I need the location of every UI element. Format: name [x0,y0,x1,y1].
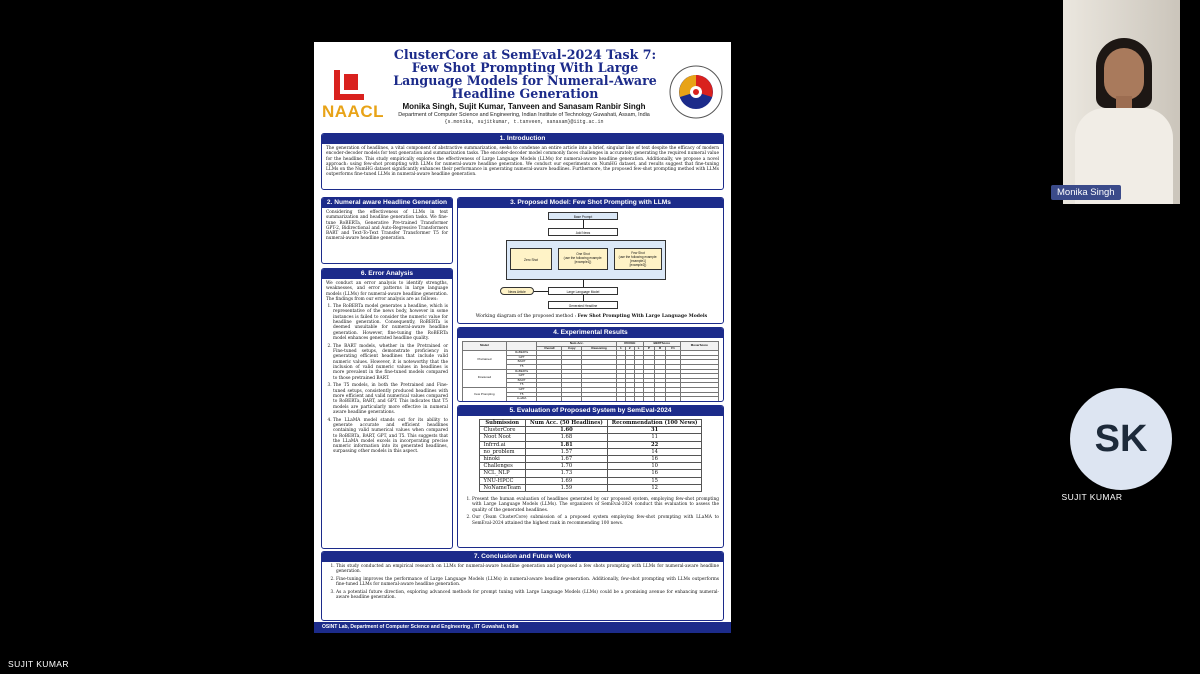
model-name: T5 [506,364,537,369]
conclusion-list [322,562,723,605]
conclusion-item: 1. This study conducted an empirical research on LLMs for numeral-aware headline generation and proposed a few shots prompting with LLMs for numeral-aware headline generation. [336,564,719,575]
eval-col-num-acc: Num Acc. (50 Headlines) [525,420,607,427]
eval-cell: 1.73 [525,470,607,477]
box-llm: Large Language Model [548,287,618,295]
model-name: BART [506,378,537,383]
shared-screen-poster [314,42,731,633]
eval-cell: 1.68 [525,434,607,441]
proposed-diagram [458,208,724,313]
section-heading: 4. Experimental Results [458,328,723,338]
eval-cell: Challenges [479,463,525,470]
eval-cell: 1.59 [525,484,607,491]
section-heading: 6. Error Analysis [322,269,452,279]
model-name: LLaMA [506,397,537,402]
participant-avatar-name: SUJIT KUMAR [1061,492,1123,502]
sub-rouge-l: L [634,346,643,351]
section-body: The generation of headlines, a vital component of abstractive summarization, seeks to condense an entire article into a brief, singular line of text despite the efficacy of modern encoder-decoder models for text generation and summarization tasks. The encoder-decoder model commonly faces challenges in accurately generating the required numeral value for the headline. This study empirically explores the effectiveness of Large Language Models (LLMs) for numeral-aware headline generation. Additionally, we propose a novel approach: using few-shot prompting with LLMs for numeral-aware headline generation. We conduct our experiments on NumHG dataset, and results suggest that fine-tuning LLMs on the NumHG dataset significantly enhances their performance in generating numeral-aware headlines. Furthermore, the proposed few-shot prompting method with LLMs outperforms fine-tuned LLMs in numeral-aware headline generation. [326,146,719,178]
results-table-wrap [458,338,723,402]
group-label: Few Prompting [463,387,507,401]
sub-f1: F1 [666,346,680,351]
sub-overall: Overall [537,346,562,351]
col-num-acc: Num Acc. [537,342,617,347]
eval-col-recommendation: Recommendation (100 News) [607,420,702,427]
caption-bold: Few Shot Prompting With Large Language Models [577,314,708,319]
col-moverscore: MoverScore [680,342,718,351]
eval-cell: hinoki [479,456,525,463]
table-row [479,448,702,455]
model-name: RoBERTa [506,369,537,374]
col-bertscore: BERTScore [643,342,680,347]
poster-header [314,42,731,134]
table-row [479,470,702,477]
eval-cell: Infrrd.ai [479,441,525,448]
table-row [479,484,702,491]
section-error-analysis [321,268,453,549]
col-model: Model [463,342,507,351]
error-item: 4. The LLaMA model stands out for its ability to generate accurate and efficient headlines containing valid numerical values when compared to RoBERTa, BART, GPT, and T5. This suggests that the LLaMA model excels in incorporating precise numeric information into its generated headlines, surpassing other models in this aspect. [333,418,448,455]
error-list [326,304,448,455]
sub-reasoning: Reasoning [582,346,617,351]
section-body [322,279,452,459]
col-rouge: ROUGE [616,342,643,347]
eval-cell: 22 [607,441,702,448]
section-heading: 7. Conclusion and Future Work [322,552,723,562]
eval-cell: NCL_NLP [479,470,525,477]
eval-cell: 1.81 [525,441,607,448]
poster-title: ClusterCore at SemEval-2024 Task 7: Few Shot Prompting With Large Language Models for Numeral-Aware Headline Generation [393,47,657,101]
section-experimental-results [457,327,724,402]
box-generated-headline: Generated Headline [548,301,618,309]
arrow [534,291,548,292]
table-row [479,434,702,441]
sub-r: R [654,346,665,351]
sub-rouge-2: 2 [625,346,634,351]
group-label: Pretrained [463,351,507,369]
model-name: GPT [506,387,537,392]
participant-name-tag: Monika Singh [1051,185,1121,200]
eval-cell: 31 [607,427,702,434]
eval-cell: 15 [607,477,702,484]
conclusion-item: 3. As a potential future direction, exploring advanced methods for prompt tuning with Large Language Models (LLMs) could be a promising avenue for enhancing numeral-aware headline generation. [336,590,719,601]
eval-cell: 1.67 [525,456,607,463]
section-proposed-model [457,197,724,324]
eval-col-submission: Submission [479,420,525,427]
model-name: RoBERTa [506,351,537,356]
group-label: Finetuned [463,369,507,387]
table-row [479,427,702,434]
video-person-face [1104,48,1144,100]
eval-cell: 1.60 [525,427,607,434]
box-base-prompt: Base Prompt [548,212,618,220]
section-introduction [321,133,724,190]
poster-affiliation: Department of Computer Science and Engineering, Indian Institute of Technology Guwahati, Assam, India [398,112,650,118]
section-evaluation [457,405,724,548]
table-row [479,477,702,484]
eval-cell: 16 [607,456,702,463]
eval-cell: 1.57 [525,448,607,455]
poster-emails: {s.monika, sujitkumar, t.tanveen, sanasam}@iitg.ac.in [444,119,604,125]
conclusion-item: 2. Fine-tuning improves the performance of Large Language Models (LLMs) in numeral-aware headline generation. Additionally, few-shot prompting with LLMs outperforms fine-tuned LLMs for numeral-aware headline generation. [336,577,719,588]
error-item: 3. The T5 models, in both the Pretrained and Fine-tuned setups, consistently produced headlines with more efficient and valid numerical values compared to RoBERTa, BART, and GPT. This indicates that T5 models are particularly more effective in numeral aware headline generations. [333,383,448,415]
naacl-logo-mark [334,70,364,100]
table-row [479,441,702,448]
box-zero-shot: Zero Shot [510,248,552,270]
eval-cell: ClusterCore [479,427,525,434]
caption-plain: Working diagram of the proposed method : [475,314,578,319]
eval-cell: 14 [607,448,702,455]
iitg-logo [668,64,724,120]
section-body: Considering the effectiveness of LLMs in text summarization and headline generation tasks. We fine-tune RoBERTa, Generative Pre-trained Transformer GPT-2, Bidirectional and Auto-Regressive Transformers BART and Text-To-Text Transfer Transformer T5 for numeral-aware headline generation. [326,210,448,242]
eval-cell: 1.69 [525,477,607,484]
evaluation-point: 2. Our (Team ClusterCore) submission of a proposed system employing few-shot prompting with LLaMA to SemEval-2024 attained the highest rank in recommending 100 news. [472,515,719,526]
model-name: T5 [506,383,537,388]
naacl-logo-text: NAACL [322,102,384,121]
eval-cell: NoNameTeam [479,484,525,491]
model-name: GPT [506,374,537,379]
section-heading: 3. Proposed Model: Few Shot Prompting with LLMs [458,198,723,208]
section-heading: 1. Introduction [322,134,723,144]
results-table [462,341,719,402]
section-heading: 2. Numeral aware Headline Generation [322,198,452,208]
sub-copy: Copy [562,346,582,351]
poster-authors: Monika Singh, Sujit Kumar, Tanveen and Sanasam Ranbir Singh [402,102,646,111]
eval-cell: 11 [607,434,702,441]
poster-footer: OSINT Lab, Department of Computer Science and Engineering , IIT Guwahati, India [314,622,731,633]
error-item: 2. The BART models, whether in the Pretrained or Fine-tuned setups, demonstrate proficiency in generating efficient headlines that include valid numeric values. However, it is noteworthy that the inclusion of valid numeric values in headlines is more prevalent in the fine-tuned models compared to those pretrained BART. [333,344,448,381]
model-name: GPT [506,355,537,360]
participant-video-tile[interactable] [1063,0,1180,204]
box-add-news: Add News [548,228,618,236]
arrow [583,280,584,287]
eval-cell: 10 [607,463,702,470]
naacl-logo [322,68,384,128]
model-name: BART [506,360,537,365]
arrow [583,220,584,228]
table-row [479,463,702,470]
eval-cell: 1.70 [525,463,607,470]
active-speaker-label: SUJIT KUMAR [8,659,69,669]
proposed-caption [458,314,724,319]
eval-cell: Noot Noot [479,434,525,441]
model-name: T5 [506,392,537,397]
evaluation-point: 1. Present the human evaluation of headlines generated by our proposed system, employing few-shot prompting with Large Language Models (LLMs). The organizers of SemEval-2024 conduct this evaluation to assess the quality of the generated headlines. [472,497,719,513]
section-heading: 5. Evaluation of Proposed System by SemEval-2024 [458,406,723,416]
sub-p: P [643,346,654,351]
section-numeral-aware [321,197,453,264]
error-intro: We conduct an error analysis to identify strengths, weaknesses, and error patterns in large language models (LLMs) for numeral-aware headline generation. The findings from our error analysis are as follows: [326,281,448,302]
eval-cell: 16 [607,470,702,477]
eval-cell: no_problem [479,448,525,455]
box-one-shot: One Shot (use the following example: [example1]) [558,248,608,270]
box-news-article: News Article [500,287,534,295]
eval-cell: 12 [607,484,702,491]
eval-cell: YNU-HPCC [479,477,525,484]
sub-rouge-1: 1 [616,346,625,351]
error-item: 1. The RoBERTa model generates a headline, which is representative of the news body, however in some instances is failed to consider the numeric value for headline generation. Consequently, RoBERTa is deemed unsuitable for numeral-aware headline generation. However, fine-tuning the RoBERTa model enhances generated headline quality. [333,304,448,341]
evaluation-points [458,495,723,530]
evaluation-table [479,419,703,492]
participant-avatar[interactable]: SK [1070,388,1172,490]
table-row [479,456,702,463]
section-conclusion [321,551,724,621]
box-few-shot: Few Shot (use the following example: [example1] [example2]) [614,248,662,270]
